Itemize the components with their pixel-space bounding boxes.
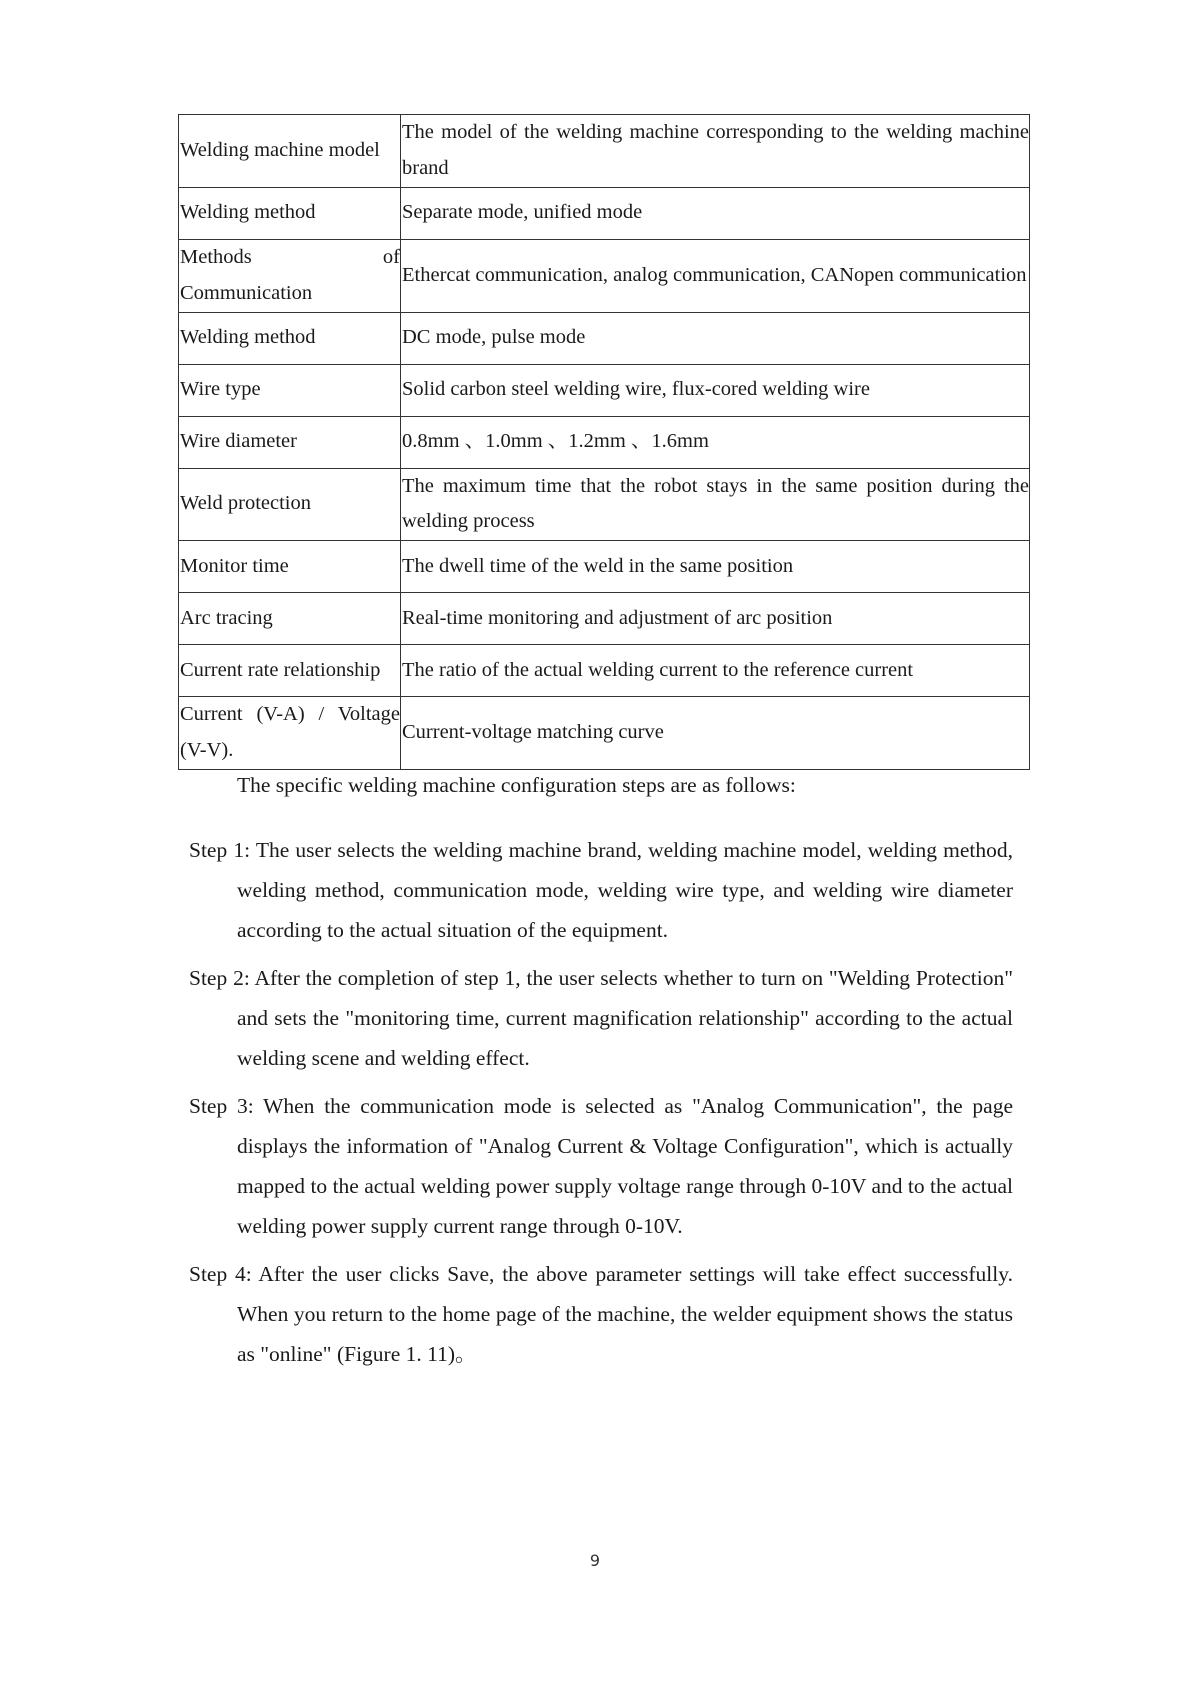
parameter-description-cell: 0.8mm 、1.0mm 、1.2mm 、1.6mm <box>401 416 1030 468</box>
parameter-description-cell: The model of the welding machine corresponding to the welding machine brand <box>401 115 1030 188</box>
table-row <box>179 468 1030 541</box>
parameter-description-cell: The maximum time that the robot stays in the same position during the welding process <box>401 468 1030 541</box>
parameter-description-cell: Separate mode, unified mode <box>401 187 1030 239</box>
parameter-name-cell: Methods of Communication <box>179 239 401 312</box>
table-row <box>179 416 1030 468</box>
configuration-steps-list <box>189 830 1013 1382</box>
table-row <box>179 312 1030 364</box>
parameter-name-cell: Wire type <box>179 364 401 416</box>
parameter-name-cell: Monitor time <box>179 541 401 593</box>
table-row <box>179 187 1030 239</box>
table-row <box>179 239 1030 312</box>
parameter-description-cell: Ethercat communication, analog communication, CANopen communication <box>401 239 1030 312</box>
parameter-name-cell: Wire diameter <box>179 416 401 468</box>
step-item: Step 1: The user selects the welding machine brand, welding machine model, welding method, welding method, communication mode, welding wire type, and welding wire diameter according to the actual situation of the equipment. <box>189 838 1013 942</box>
parameter-description-cell: Solid carbon steel welding wire, flux-cored welding wire <box>401 364 1030 416</box>
parameter-name-cell: Weld protection <box>179 468 401 541</box>
step-item: Step 4: After the user clicks Save, the above parameter settings will take effect successfully. When you return to the home page of the machine, the welder equipment shows the status as "online" (Figure 1. 11)。 <box>189 1262 1013 1366</box>
table-row <box>179 115 1030 188</box>
parameter-name-cell: Welding method <box>179 312 401 364</box>
parameter-name-cell: Current (V-A) / Voltage (V-V). <box>179 697 401 770</box>
parameter-name-cell: Welding method <box>179 187 401 239</box>
table-row <box>179 364 1030 416</box>
table-row <box>179 697 1030 770</box>
parameter-description-cell: Real-time monitoring and adjustment of arc position <box>401 593 1030 645</box>
parameter-name-cell: Welding machine model <box>179 115 401 188</box>
parameter-description-cell: The ratio of the actual welding current to the reference current <box>401 645 1030 697</box>
table-row <box>179 593 1030 645</box>
parameter-name-cell: Arc tracing <box>179 593 401 645</box>
welding-parameter-table <box>178 114 1030 770</box>
page-number: 9 <box>589 1551 601 1570</box>
step-item: Step 3: When the communication mode is selected as "Analog Communication", the page displays the information of "Analog Current & Voltage Configuration", which is actually mapped to the actual welding power supply voltage range through 0-10V and to the actual welding power supply current range through 0-10V. <box>189 1094 1013 1238</box>
parameter-description-cell: Current-voltage matching curve <box>401 697 1030 770</box>
table-body <box>179 115 1030 770</box>
steps-intro: The specific welding machine configuration steps are as follows: <box>237 773 796 797</box>
parameter-description-cell: DC mode, pulse mode <box>401 312 1030 364</box>
step-item: Step 2: After the completion of step 1, the user selects whether to turn on "Welding Protection" and sets the "monitoring time, current magnification relationship" according to the actual welding scene and welding effect. <box>189 966 1013 1070</box>
parameter-name-cell: Current rate relationship <box>179 645 401 697</box>
parameter-description-cell: The dwell time of the weld in the same position <box>401 541 1030 593</box>
table-row <box>179 645 1030 697</box>
table-row <box>179 541 1030 593</box>
